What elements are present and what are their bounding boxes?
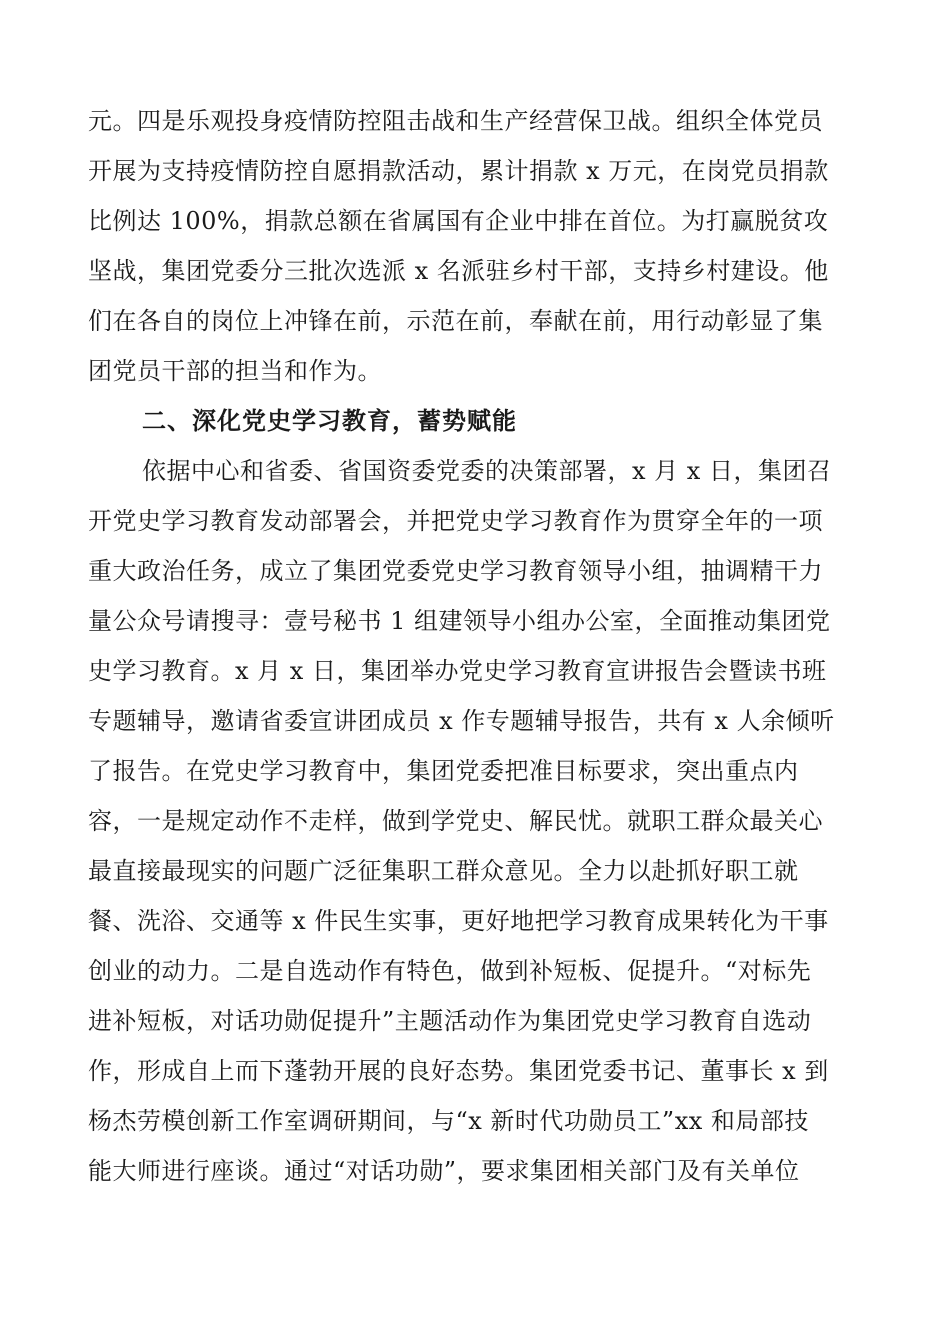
paragraph-line: 比例达 100%，捐款总额在省属国有企业中排在首位。为打赢脱贫攻 <box>88 207 829 235</box>
paragraph-line: 能大师进行座谈。通过“对话功勋”，要求集团相关部门及有关单位 <box>88 1157 800 1185</box>
paragraph-line: 进补短板，对话功勋促提升”主题活动作为集团党史学习教育自选动 <box>88 1007 812 1035</box>
document-body <box>88 96 858 1196</box>
paragraph-line: 容，一是规定动作不走样，做到学党史、解民忧。就职工群众最关心 <box>88 807 823 835</box>
paragraph-line: 了报告。在党史学习教育中，集团党委把准目标要求，突出重点内 <box>88 757 799 785</box>
paragraph-line: 作，形成自上而下蓬勃开展的良好态势。集团党委书记、董事长 x 到 <box>88 1057 829 1085</box>
paragraph-line: 史学习教育。x 月 x 日，集团举办党史学习教育宣讲报告会暨读书班 <box>88 657 827 685</box>
paragraph-line: 量公众号请搜寻：壹号秘书 1 组建领导小组办公室，全面推动集团党 <box>88 607 831 635</box>
section-heading: 二、深化党史学习教育，蓄势赋能 <box>142 407 517 435</box>
paragraph-line: 专题辅导，邀请省委宣讲团成员 x 作专题辅导报告，共有 x 人余倾听 <box>88 707 835 735</box>
paragraph-line: 重大政治任务，成立了集团党委党史学习教育领导小组，抽调精干力 <box>88 557 823 585</box>
paragraph-line: 创业的动力。二是自选动作有特色，做到补短板、促提升。“对标先 <box>88 957 812 985</box>
paragraph-line: 餐、洗浴、交通等 x 件民生实事，更好地把学习教育成果转化为干事 <box>88 907 829 935</box>
paragraph-line: 坚战，集团党委分三批次选派 x 名派驻乡村干部，支持乡村建设。他 <box>88 257 829 285</box>
paragraph-line: 们在各自的岗位上冲锋在前，示范在前，奉献在前，用行动彰显了集 <box>88 307 823 335</box>
paragraph-line: 元。四是乐观投身疫情防控阻击战和生产经营保卫战。组织全体党员 <box>88 107 823 135</box>
paragraph-line: 最直接最现实的问题广泛征集职工群众意见。全力以赴抓好职工就 <box>88 857 799 885</box>
paragraph-line: 杨杰劳模创新工作室调研期间，与“x 新时代功勋员工”xx 和局部技 <box>88 1107 809 1135</box>
paragraph-line: 开党史学习教育发动部署会，并把党史学习教育作为贯穿全年的一项 <box>88 507 823 535</box>
paragraph-line: 团党员干部的担当和作为。 <box>88 357 382 385</box>
paragraph-line: 开展为支持疫情防控自愿捐款活动，累计捐款 x 万元，在岗党员捐款 <box>88 157 829 185</box>
paragraph-line: 依据中心和省委、省国资委党委的决策部署，x 月 x 日，集团召 <box>142 457 832 485</box>
